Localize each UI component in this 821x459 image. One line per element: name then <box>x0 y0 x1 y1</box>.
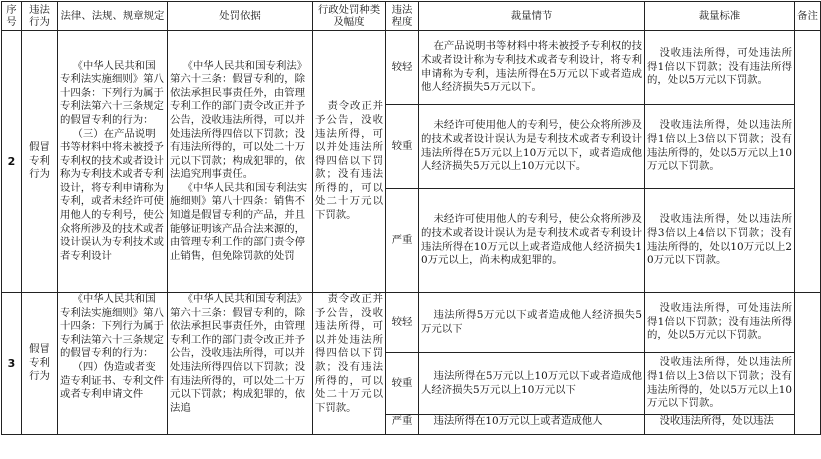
row-number: 3 <box>2 293 22 435</box>
degree-cell: 严重 <box>386 189 419 293</box>
circumstance-cell: 未经许可使用他人的专利号，使公众将所涉及的技术或者设计误认为是专利技术或者专利设计违法所得在10万元以上或者造成他人经济损失10万元以上，尚未构成犯罪的。 <box>419 189 645 293</box>
degree-cell: 较重 <box>386 353 419 415</box>
remark-cell <box>795 293 821 435</box>
remark-cell <box>795 31 821 293</box>
law-cell <box>58 31 168 293</box>
basis-paragraph: 《中华人民共和国专利法》第六十三条：假冒专利的，除依法承担民事责任外，由管理专利工作的部门责令改正并予公告，没收违法所得，可以并处违法所得四倍以下罚款；没有违法所得的，可以处二十万元以下罚款；构成犯罪的，依法追究刑事责任。 <box>170 59 308 181</box>
header-degree: 违法程度 <box>386 2 419 31</box>
circumstance-cell: 违法所得在10万元以上或者造成他人 <box>419 415 645 435</box>
standard-cell: 没收违法所得，处以违法所得1倍以上3倍以下罚款；没有违法所得的，处以5万元以上10万元以下罚款。 <box>645 105 795 189</box>
table-row <box>2 31 821 105</box>
table-row <box>2 293 821 353</box>
degree-cell: 较轻 <box>386 31 419 105</box>
penalty-cell: 责令改正并予公告，没收违法所得，可以并处违法所得四倍以下罚款；没有违法所得的，可以处二十万元以下罚款。 <box>313 31 386 293</box>
standard-cell: 没收违法所得，可处违法所得1倍以下罚款；没有违法所得的，处以5万元以下罚款。 <box>645 293 795 353</box>
header-circumstance: 裁量情节 <box>419 2 645 31</box>
law-paragraph: （三）在产品说明书等材料中将未被授予专利权的技术或者设计称为专利技术或者专利设计，将专利申请称为专利，或者未经许可使用他人的专利号，使公众将所涉及的技术或者设计误认为专利技术或者专利设计 <box>60 127 164 262</box>
circumstance-cell: 未经许可使用他人的专利号，使公众将所涉及的技术或者设计误认为是专利技术或者专利设计违法所得在5万元以上10万元以下，或者造成他人经济损失5万元以上10万元以下。 <box>419 105 645 189</box>
behavior-cell: 假冒专利行为 <box>22 31 58 293</box>
penalty-cell: 责令改正并予公告，没收违法所得，可以并处违法所得四倍以下罚款；没有违法所得的，可以处二十万元以下罚款。 <box>313 293 386 435</box>
header-basis: 处罚依据 <box>168 2 313 31</box>
basis-paragraph: 《中华人民共和国专利法》第六十三条：假冒专利的，除依法承担民事责任外，由管理专利工作的部门责令改正并予公告，没收违法所得，可以并处违法所得四倍以下罚款；没有违法所得的，可以处二十万元以下罚款；构成犯罪的，依法追 <box>170 293 308 414</box>
degree-cell: 较轻 <box>386 293 419 353</box>
penalty-discretion-table <box>1 1 821 435</box>
basis-cell <box>168 293 313 435</box>
standard-cell: 没收违法所得，可处违法所得1倍以下罚款；没有违法所得的，处以5万元以下罚款。 <box>645 31 795 105</box>
standard-cell: 没收违法所得，处以违法所得1倍以上3倍以下罚款；没有违法所得的，处以5万元以上10万元以下罚款。 <box>645 353 795 415</box>
header-row <box>2 2 821 31</box>
header-law: 法律、法规、规章规定 <box>58 2 168 31</box>
circumstance-cell: 违法所得5万元以下或者造成他人经济损失5万元以下 <box>419 293 645 353</box>
header-penalty: 行政处罚种类及幅度 <box>313 2 386 31</box>
standard-cell: 没收违法所得，处以违法所得3倍以上4倍以下罚款；没有违法所得的，处以10万元以上20万元以下罚款。 <box>645 189 795 293</box>
degree-cell: 严重 <box>386 415 419 435</box>
header-standard: 裁量标准 <box>645 2 795 31</box>
basis-paragraph: 《中华人民共和国专利法实施细则》第八十四条：销售不知道是假冒专利的产品，并且能够证明该产品合法来源的，由管理专利工作的部门责令停止销售，但免除罚款的处罚 <box>170 181 308 262</box>
circumstance-cell: 在产品说明书等材料中将未被授予专利权的技术或者设计称为专利技术或者专利设计，将专利申请称为专利，违法所得在5万元以下或者造成他人经济损失5万元以下。 <box>419 31 645 105</box>
circumstance-cell: 违法所得在5万元以上10万元以下或者造成他人经济损失5万元以上10万元以下 <box>419 353 645 415</box>
law-cell <box>58 293 168 435</box>
standard-cell: 没收违法所得，处以违法 <box>645 415 795 435</box>
degree-cell: 较重 <box>386 105 419 189</box>
law-paragraph: 《中华人民共和国专利法实施细则》第八十四条：下列行为属于专利法第六十三条规定的假冒专利的行为： <box>60 293 164 360</box>
header-no: 序号 <box>2 2 22 31</box>
law-paragraph: 《中华人民共和国专利法实施细则》第八十四条：下列行为属于专利法第六十三条规定的假冒专利的行为： <box>60 59 164 126</box>
header-remark: 备注 <box>795 2 821 31</box>
header-behavior: 违法行为 <box>22 2 58 31</box>
behavior-cell: 假冒专利行为 <box>22 293 58 435</box>
row-number: 2 <box>2 31 22 293</box>
basis-cell <box>168 31 313 293</box>
law-paragraph: （四）伪造或者变造专利证书、专利文件或者专利申请文件 <box>60 360 164 401</box>
